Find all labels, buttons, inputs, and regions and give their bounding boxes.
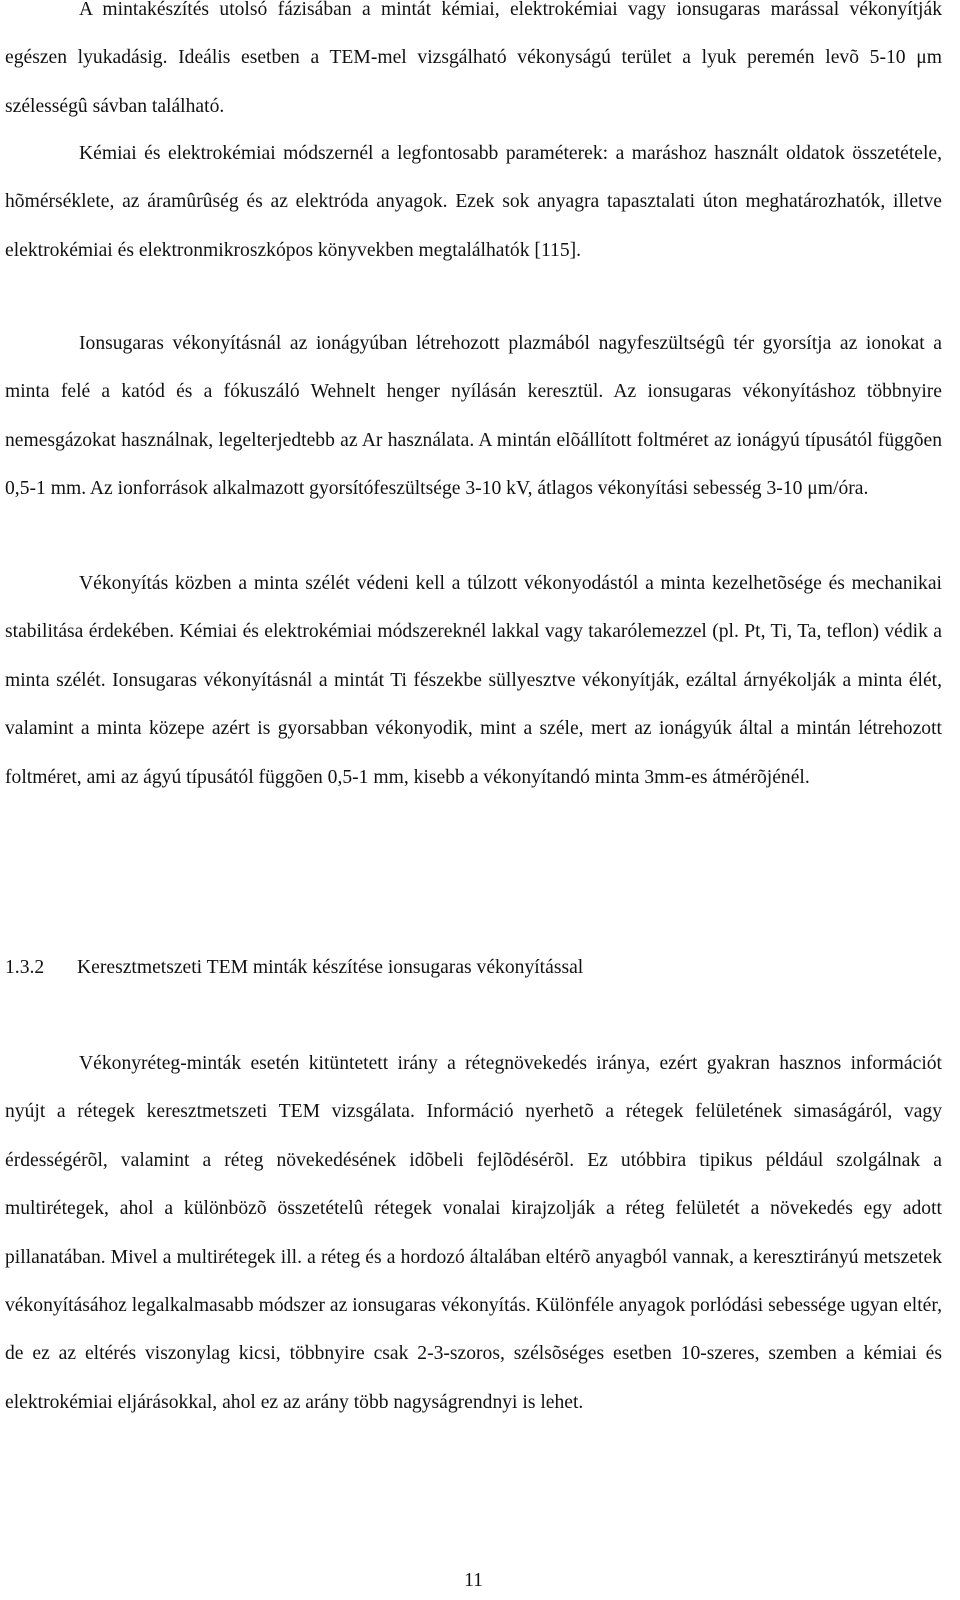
paragraph-edge-protection: Vékonyítás közben a minta szélét védeni kell a túlzott vékonyodástól a minta kezelhetõsége és mechanikai stabilitása érdekében. Kémiai és elektrokémiai módszereknél lakkal vagy takarólemezzel (pl. Pt, Ti, Ta, teflon) védik a minta szélét. Ionsugaras vékonyításnál a mintát Ti fészekbe süllyesztve vékonyítják, ezáltal árnyékolják a minta élét, valamint a minta közepe azért is gyorsabban vékonyodik, mint a széle, mert az ionágyúk által a mintán létrehozott foltméret, ami az ágyú típusától függõen 0,5-1 mm, kisebb a vékonyítandó minta 3mm-es átmérõjénél.: [5, 573, 942, 788]
page-number: 11: [464, 1570, 483, 1591]
paragraph-cross-section-samples: Vékonyréteg-minták esetén kitüntetett irány a rétegnövekedés iránya, ezért gyakran hasznos információt nyújt a rétegek keresztmetszeti TEM vizsgálata. Információ nyerhetõ a rétegek felületének simaságáról, vagy érdességérõl, valamint a réteg növekedésének idõbeli fejlõdésérõl. Ez utóbbira tipikus például szolgálnak a multirétegek, ahol a különbözõ összetételû rétegek vonalai kirajzolják a réteg felületét a növekedés egy adott pillanatában. Mivel a multirétegek ill. a réteg és a hordozó általában eltérõ anyagból vannak, a keresztirányú metszetek vékonyításához legalkalmasabb módszer az ionsugaras vékonyítás. Különféle anyagok porlódási sebessége ugyan eltér, de ez az eltérés viszonylag kicsi, többnyire csak 2-3-szoros, szélsõséges esetben 10-szeres, szemben a kémiai és elektrokémiai eljárásokkal, ahol ez az arány több nagyságrendnyi is lehet.: [5, 1053, 942, 1413]
section-heading: [5, 944, 942, 992]
paragraph-ion-beam-thinning: Ionsugaras vékonyításnál az ionágyúban létrehozott plazmából nagyfeszültségû tér gyorsítja az ionokat a minta felé a katód és a fókuszáló Wehnelt henger nyílásán keresztül. Az ionsugaras vékonyításhoz többnyire nemesgázokat használnak, legelterjedtebb az Ar használata. A mintán elõállított foltméret az ionágyú típusától függõen 0,5-1 mm. Az ionforrások alkalmazott gyorsítófeszültsége 3-10 kV, átlagos vékonyítási sebesség 3-10 μm/óra.: [5, 333, 942, 500]
paragraph-chemical-parameters: Kémiai és elektrokémiai módszernél a legfontosabb paraméterek: a maráshoz használt oldatok összetétele, hõmérséklete, az áramûrûség és az elektróda anyagok. Ezek sok anyagra tapasztalati úton meghatározhatók, illetve elektrokémiai és elektronmikroszkópos könyvekben megtalálhatók [115].: [5, 143, 942, 261]
section-number: 1.3.2: [5, 957, 45, 978]
paragraph-thinning-final-stage: A mintakészítés utolsó fázisában a mintát kémiai, elektrokémiai vagy ionsugaras marással vékonyítják egészen lyukadásig. Ideális esetben a TEM-mel vizsgálható vékonyságú terület a lyuk peremén levõ 5-10 μm szélességû sávban található.: [5, 0, 942, 117]
section-title: Keresztmetszeti TEM minták készítése ionsugaras vékonyítással: [77, 957, 584, 978]
